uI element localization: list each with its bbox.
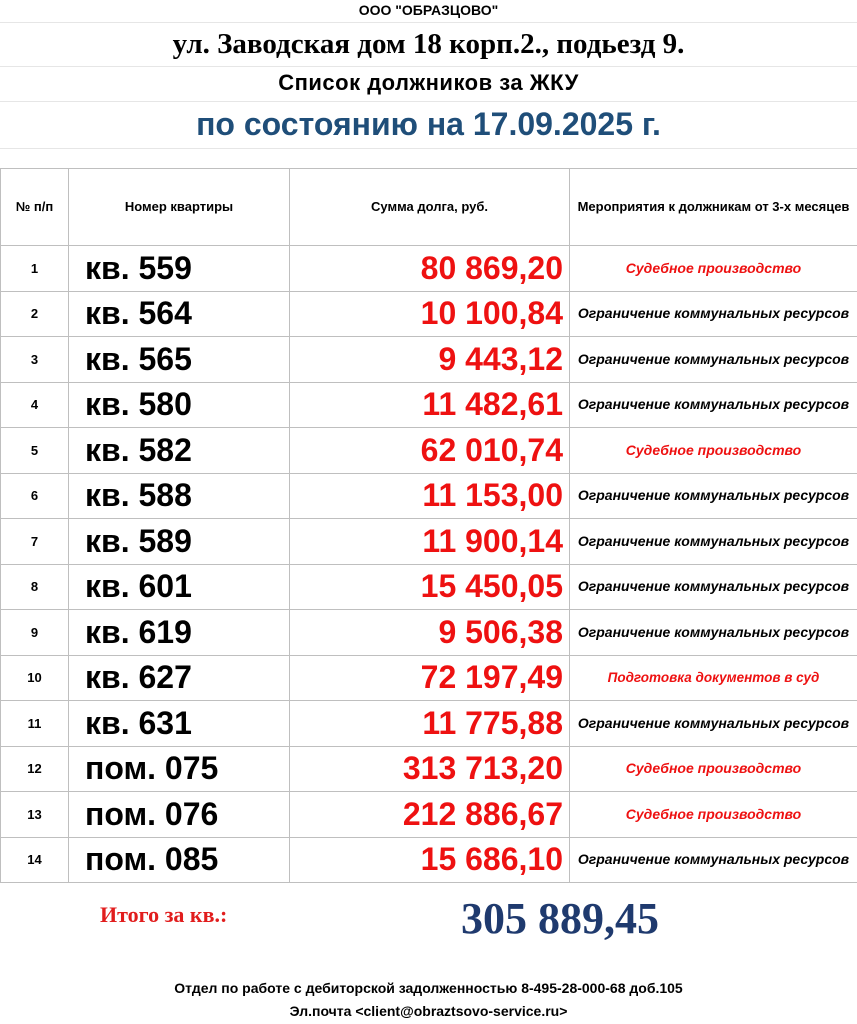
- row-number: 13: [1, 792, 69, 838]
- apartment-number: пом. 076: [69, 792, 290, 838]
- debt-measure: Ограничение коммунальных ресурсов: [570, 519, 857, 565]
- debt-measure: Ограничение коммунальных ресурсов: [570, 473, 857, 519]
- row-number: 8: [1, 564, 69, 610]
- debt-amount: 9 506,38: [290, 610, 570, 656]
- total-label: Итого за кв.:: [100, 902, 228, 927]
- table-row: [1, 382, 857, 428]
- debt-amount: 313 713,20: [290, 746, 570, 792]
- debt-amount: 9 443,12: [290, 337, 570, 383]
- debt-amount: 15 686,10: [290, 837, 570, 883]
- debt-amount: 10 100,84: [290, 291, 570, 337]
- apartment-number: кв. 559: [69, 246, 290, 292]
- column-header-apartment: Номер квартиры: [69, 169, 290, 246]
- table-row: [1, 837, 857, 883]
- table-row: [1, 519, 857, 565]
- table-row: [1, 610, 857, 656]
- apartment-number: кв. 589: [69, 519, 290, 565]
- apartment-number: кв. 627: [69, 655, 290, 701]
- table-row: [1, 473, 857, 519]
- table-row: [1, 564, 857, 610]
- row-number: 2: [1, 291, 69, 337]
- table-row: [1, 428, 857, 474]
- debt-measure: Ограничение коммунальных ресурсов: [570, 610, 857, 656]
- row-number: 3: [1, 337, 69, 383]
- as-of-date: по состоянию на 17.09.2025 г.: [196, 106, 661, 142]
- apartment-number: кв. 631: [69, 701, 290, 747]
- address-heading: ул. Заводская дом 18 корп.2., подьезд 9.: [172, 28, 685, 60]
- row-number: 11: [1, 701, 69, 747]
- debt-amount: 212 886,67: [290, 792, 570, 838]
- debt-amount: 62 010,74: [290, 428, 570, 474]
- debt-amount: 80 869,20: [290, 246, 570, 292]
- list-subtitle: Список должников за ЖКУ: [278, 70, 579, 95]
- table-row: [1, 746, 857, 792]
- organization-name: ООО "ОБРАЗЦОВО": [358, 2, 499, 18]
- table-body: [1, 246, 857, 883]
- debt-measure: Ограничение коммунальных ресурсов: [570, 291, 857, 337]
- row-number: 12: [1, 746, 69, 792]
- row-number: 1: [1, 246, 69, 292]
- apartment-number: кв. 588: [69, 473, 290, 519]
- apartment-number: пом. 075: [69, 746, 290, 792]
- table-row: [1, 701, 857, 747]
- debt-measure: Ограничение коммунальных ресурсов: [570, 837, 857, 883]
- apartment-number: кв. 565: [69, 337, 290, 383]
- table-row: [1, 337, 857, 383]
- table-row: [1, 655, 857, 701]
- debtors-table: [0, 168, 857, 883]
- debt-measure: Судебное производство: [570, 746, 857, 792]
- row-number: 14: [1, 837, 69, 883]
- table-header-row: [1, 169, 857, 246]
- column-header-measures: Мероприятия к должникам от 3-х месяцев: [570, 169, 857, 246]
- department-contact: Отдел по работе с дебиторской задолженностью 8-495-28-000-68 доб.105: [174, 980, 683, 996]
- row-number: 6: [1, 473, 69, 519]
- debt-amount: 11 482,61: [290, 382, 570, 428]
- debt-amount: 72 197,49: [290, 655, 570, 701]
- email-contact: Эл.почта <client@obraztsovo-service.ru>: [289, 1003, 568, 1019]
- debt-measure: Ограничение коммунальных ресурсов: [570, 337, 857, 383]
- table-row: [1, 291, 857, 337]
- row-number: 9: [1, 610, 69, 656]
- apartment-number: кв. 580: [69, 382, 290, 428]
- debt-measure: Подготовка документов в суд: [570, 655, 857, 701]
- debt-amount: 11 775,88: [290, 701, 570, 747]
- debt-measure: Ограничение коммунальных ресурсов: [570, 564, 857, 610]
- debt-measure: Судебное производство: [570, 792, 857, 838]
- debt-measure: Ограничение коммунальных ресурсов: [570, 382, 857, 428]
- debt-amount: 15 450,05: [290, 564, 570, 610]
- apartment-number: кв. 619: [69, 610, 290, 656]
- debt-measure: Судебное производство: [570, 246, 857, 292]
- column-header-debt-sum: Сумма долга, руб.: [290, 169, 570, 246]
- debt-measure: Судебное производство: [570, 428, 857, 474]
- debt-amount: 11 153,00: [290, 473, 570, 519]
- apartment-number: пом. 085: [69, 837, 290, 883]
- debt-measure: Ограничение коммунальных ресурсов: [570, 701, 857, 747]
- table-row: [1, 246, 857, 292]
- row-number: 4: [1, 382, 69, 428]
- row-number: 7: [1, 519, 69, 565]
- apartment-number: кв. 601: [69, 564, 290, 610]
- row-number: 5: [1, 428, 69, 474]
- apartment-number: кв. 582: [69, 428, 290, 474]
- debt-amount: 11 900,14: [290, 519, 570, 565]
- row-number: 10: [1, 655, 69, 701]
- total-value: 305 889,45: [461, 894, 659, 943]
- column-header-number: № п/п: [1, 169, 69, 246]
- table-row: [1, 792, 857, 838]
- apartment-number: кв. 564: [69, 291, 290, 337]
